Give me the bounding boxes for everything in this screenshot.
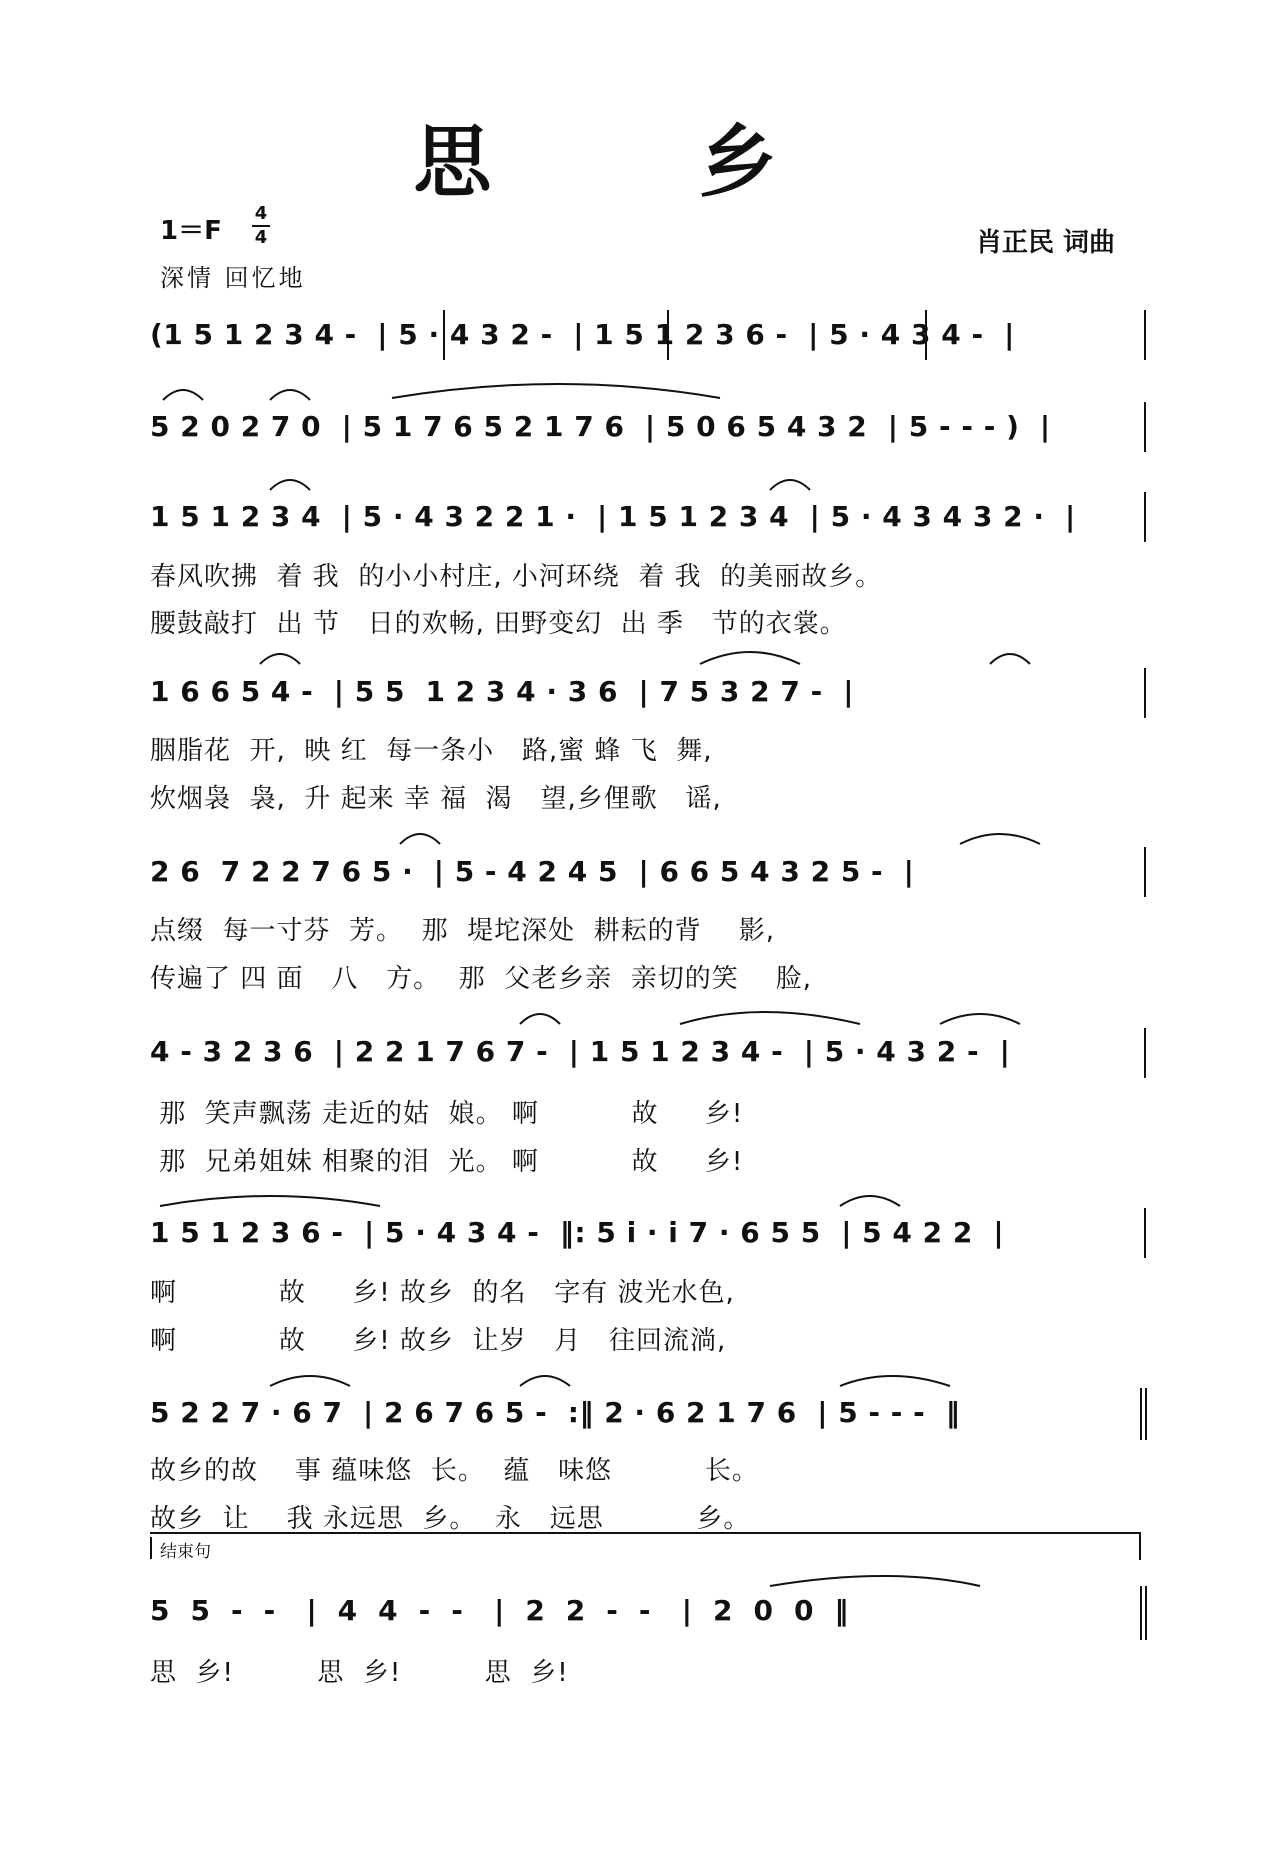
slur: [520, 1014, 560, 1024]
lyric-line-3a: 春风吹拂 着 我 的小小村庄, 小河环绕 着 我 的美丽故乡。: [150, 562, 883, 592]
score-line-5: 2 6 7 2 2 7 6 5 · | 5 - 4 2 4 5 | 6 6 5 4 3 2 5 - |: [150, 855, 915, 888]
slur: [680, 1012, 860, 1024]
lyric-line-9: 思 乡! 思 乡! 思 乡!: [150, 1658, 569, 1688]
slur: [163, 390, 203, 400]
score-line-4: 1 6 6 5 4 - | 5 5 1 2 3 4 · 3 6 | 7 5 3 2 7 - |: [150, 675, 854, 708]
score-line-9: 5 5 - - | 4 4 - - | 2 2 - - | 2 0 0 ‖: [150, 1594, 849, 1627]
time-signature: [252, 204, 270, 248]
slur: [700, 652, 800, 664]
lyric-line-6b: 那 兄弟姐妹 相聚的泪 光。 啊 故 乡!: [150, 1147, 744, 1177]
score-line-6: 4 - 3 2 3 6 | 2 2 1 7 6 7 - | 1 5 1 2 3 4 - | 5 · 4 3 2 - |: [150, 1035, 1011, 1068]
slur: [940, 1014, 1020, 1024]
slur: [270, 390, 310, 400]
lyric-line-4b: 炊烟袅 袅, 升 起来 幸 福 渴 望,乡俚歌 谣,: [150, 784, 722, 814]
tempo-marking: 深情 回忆地: [160, 264, 306, 292]
ending-label: 结束句: [150, 1537, 211, 1559]
slur: [960, 834, 1040, 844]
slur: [270, 1376, 350, 1386]
lyric-line-7b: 啊 故 乡! 故乡 让岁 月 往回流淌,: [150, 1326, 727, 1356]
lyric-line-5b: 传遍了 四 面 八 方。 那 父老乡亲 亲切的笑 脸,: [150, 964, 813, 994]
song-title: 思 乡: [413, 117, 867, 208]
slur: [770, 480, 810, 490]
time-signature-top: 4: [254, 203, 268, 224]
lyric-line-8a: 故乡的故 事 蕴味悠 长。 蕴 味悠 长。: [150, 1456, 759, 1486]
slur: [520, 1376, 570, 1386]
lyric-line-8b: 故乡 让 我 永远思 乡。 永 远思 乡。: [150, 1504, 751, 1534]
slur: [840, 1196, 900, 1206]
slur: [270, 480, 310, 490]
slur: [260, 654, 300, 664]
lyric-line-4a: 胭脂花 开, 映 红 每一条小 路,蜜 蜂 飞 舞,: [150, 736, 713, 766]
score-line-2: 5 2 0 2 7 0 | 5 1 7 6 5 2 1 7 6 | 5 0 6 5 4 3 2 | 5 - - - ) |: [150, 410, 1051, 443]
lyric-line-6a: 那 笑声飘荡 走近的姑 娘。 啊 故 乡!: [150, 1099, 744, 1129]
time-signature-bottom: 4: [254, 227, 268, 248]
slur: [160, 1196, 380, 1206]
slur: [990, 654, 1030, 664]
score-line-8: 5 2 2 7 · 6 7 | 2 6 7 6 5 - :‖ 2 · 6 2 1 7 6 | 5 - - - ‖: [150, 1396, 961, 1429]
score-line-1: (1 5 1 2 3 4 - | 5 · 4 3 2 - | 1 5 1 2 3 6 - | 5 · 4 3 4 - |: [150, 318, 1015, 351]
slur: [400, 834, 440, 844]
slur: [392, 384, 720, 398]
ending-bracket: [150, 1532, 1140, 1594]
lyric-line-5a: 点缀 每一寸芬 芳。 那 堤坨深处 耕耘的背 影,: [150, 916, 775, 946]
key-signature: 1＝F: [160, 216, 222, 246]
lyric-line-3b: 腰鼓敲打 出 节 日的欢畅, 田野变幻 出 季 节的衣裳。: [150, 609, 847, 639]
author-credit: 肖正民 词曲: [975, 228, 1115, 258]
slur: [840, 1376, 950, 1386]
lyric-line-7a: 啊 故 乡! 故乡 的名 字有 波光水色,: [150, 1278, 735, 1308]
score-line-7: 1 5 1 2 3 6 - | 5 · 4 3 4 - ‖: 5 i · i 7 · 6 5 5 | 5 4 2 2 |: [150, 1216, 1005, 1249]
score-line-3: 1 5 1 2 3 4 | 5 · 4 3 2 2 1 · | 1 5 1 2 3 4 | 5 · 4 3 4 3 2 · |: [150, 500, 1076, 533]
